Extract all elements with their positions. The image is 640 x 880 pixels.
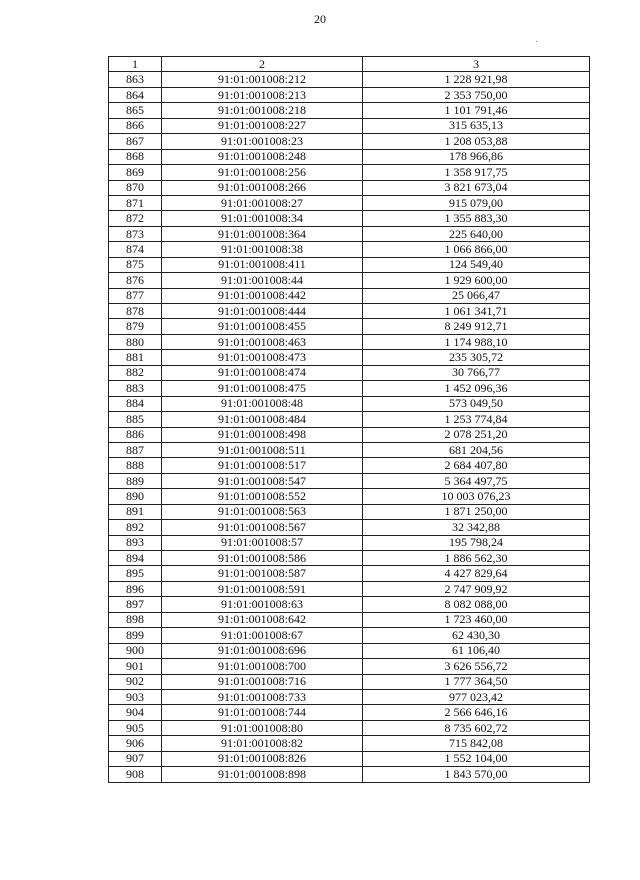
value-cell: 8 735 602,72 [363, 720, 590, 735]
cadastral-number-cell: 91:01:001008:475 [162, 381, 363, 396]
column-header-3: 3 [363, 57, 590, 72]
value-cell: 1 777 364,50 [363, 674, 590, 689]
column-header-2: 2 [162, 57, 363, 72]
value-cell: 1 253 774,84 [363, 412, 590, 427]
value-cell: 915 079,00 [363, 195, 590, 210]
row-number-cell: 880 [109, 334, 162, 349]
cadastral-number-cell: 91:01:001008:463 [162, 334, 363, 349]
scan-speck [536, 41, 537, 42]
cadastral-number-cell: 91:01:001008:547 [162, 473, 363, 488]
cadastral-number-cell: 91:01:001008:23 [162, 134, 363, 149]
cadastral-number-cell: 91:01:001008:696 [162, 643, 363, 658]
row-number-cell: 874 [109, 242, 162, 257]
row-number-cell: 908 [109, 767, 162, 782]
table-row [109, 149, 590, 164]
cadastral-number-cell: 91:01:001008:442 [162, 288, 363, 303]
value-cell: 25 066,47 [363, 288, 590, 303]
row-number-cell: 888 [109, 458, 162, 473]
table-header-row [109, 57, 590, 72]
table-row [109, 412, 590, 427]
table-row [109, 365, 590, 380]
table-row [109, 612, 590, 627]
value-cell: 1 061 341,71 [363, 304, 590, 319]
row-number-cell: 884 [109, 396, 162, 411]
cadastral-number-cell: 91:01:001008:700 [162, 659, 363, 674]
row-number-cell: 875 [109, 257, 162, 272]
cadastral-number-cell: 91:01:001008:63 [162, 597, 363, 612]
row-number-cell: 907 [109, 751, 162, 766]
table-row [109, 427, 590, 442]
table-row [109, 195, 590, 210]
row-number-cell: 881 [109, 350, 162, 365]
table-row [109, 396, 590, 411]
row-number-cell: 885 [109, 412, 162, 427]
row-number-cell: 904 [109, 705, 162, 720]
cadastral-number-cell: 91:01:001008:38 [162, 242, 363, 257]
table-row [109, 334, 590, 349]
value-cell: 4 427 829,64 [363, 566, 590, 581]
value-cell: 10 003 076,23 [363, 489, 590, 504]
cadastral-number-cell: 91:01:001008:34 [162, 211, 363, 226]
value-cell: 2 747 909,92 [363, 581, 590, 596]
row-number-cell: 895 [109, 566, 162, 581]
value-cell: 1 723 460,00 [363, 612, 590, 627]
value-cell: 30 766,77 [363, 365, 590, 380]
value-cell: 1 355 883,30 [363, 211, 590, 226]
row-number-cell: 893 [109, 535, 162, 550]
table-body [109, 72, 590, 782]
value-cell: 573 049,50 [363, 396, 590, 411]
value-cell: 315 635,13 [363, 118, 590, 133]
row-number-cell: 868 [109, 149, 162, 164]
table-row [109, 597, 590, 612]
table-row [109, 87, 590, 102]
table-row [109, 273, 590, 288]
table-row [109, 242, 590, 257]
value-cell: 1 452 096,36 [363, 381, 590, 396]
row-number-cell: 879 [109, 319, 162, 334]
row-number-cell: 876 [109, 273, 162, 288]
table-row [109, 489, 590, 504]
row-number-cell: 870 [109, 180, 162, 195]
value-cell: 1 929 600,00 [363, 273, 590, 288]
cadastral-number-cell: 91:01:001008:227 [162, 118, 363, 133]
value-cell: 195 798,24 [363, 535, 590, 550]
cadastral-value-table [108, 56, 590, 783]
row-number-cell: 878 [109, 304, 162, 319]
row-number-cell: 866 [109, 118, 162, 133]
row-number-cell: 906 [109, 736, 162, 751]
table-row [109, 535, 590, 550]
table-row [109, 674, 590, 689]
table-row [109, 134, 590, 149]
value-cell: 5 364 497,75 [363, 473, 590, 488]
cadastral-number-cell: 91:01:001008:563 [162, 504, 363, 519]
table-row [109, 211, 590, 226]
value-cell: 32 342,88 [363, 520, 590, 535]
value-cell: 1 552 104,00 [363, 751, 590, 766]
row-number-cell: 902 [109, 674, 162, 689]
cadastral-number-cell: 91:01:001008:48 [162, 396, 363, 411]
value-cell: 715 842,08 [363, 736, 590, 751]
column-header-1: 1 [109, 57, 162, 72]
row-number-cell: 890 [109, 489, 162, 504]
cadastral-number-cell: 91:01:001008:552 [162, 489, 363, 504]
table-row [109, 504, 590, 519]
value-cell: 8 082 088,00 [363, 597, 590, 612]
cadastral-number-cell: 91:01:001008:57 [162, 535, 363, 550]
table-row [109, 442, 590, 457]
table-row [109, 381, 590, 396]
cadastral-number-cell: 91:01:001008:567 [162, 520, 363, 535]
value-cell: 2 353 750,00 [363, 87, 590, 102]
table-row [109, 103, 590, 118]
value-cell: 1 228 921,98 [363, 72, 590, 87]
table-row [109, 551, 590, 566]
row-number-cell: 877 [109, 288, 162, 303]
value-cell: 124 549,40 [363, 257, 590, 272]
table-row [109, 720, 590, 735]
row-number-cell: 867 [109, 134, 162, 149]
table-row [109, 473, 590, 488]
table-row [109, 659, 590, 674]
row-number-cell: 872 [109, 211, 162, 226]
row-number-cell: 900 [109, 643, 162, 658]
cadastral-number-cell: 91:01:001008:498 [162, 427, 363, 442]
table-row [109, 520, 590, 535]
row-number-cell: 883 [109, 381, 162, 396]
table-row [109, 257, 590, 272]
value-cell: 3 626 556,72 [363, 659, 590, 674]
value-cell: 61 106,40 [363, 643, 590, 658]
row-number-cell: 891 [109, 504, 162, 519]
value-cell: 1 174 988,10 [363, 334, 590, 349]
cadastral-number-cell: 91:01:001008:218 [162, 103, 363, 118]
value-cell: 1 358 917,75 [363, 165, 590, 180]
cadastral-number-cell: 91:01:001008:44 [162, 273, 363, 288]
cadastral-number-cell: 91:01:001008:473 [162, 350, 363, 365]
row-number-cell: 901 [109, 659, 162, 674]
cadastral-number-cell: 91:01:001008:587 [162, 566, 363, 581]
cadastral-number-cell: 91:01:001008:27 [162, 195, 363, 210]
row-number-cell: 905 [109, 720, 162, 735]
table-row [109, 767, 590, 782]
row-number-cell: 894 [109, 551, 162, 566]
table-header [109, 57, 590, 72]
value-cell: 1 101 791,46 [363, 103, 590, 118]
value-cell: 62 430,30 [363, 628, 590, 643]
table-row [109, 751, 590, 766]
value-cell: 1 066 866,00 [363, 242, 590, 257]
row-number-cell: 871 [109, 195, 162, 210]
table-row [109, 72, 590, 87]
value-cell: 1 208 053,88 [363, 134, 590, 149]
value-cell: 1 843 570,00 [363, 767, 590, 782]
table-row [109, 705, 590, 720]
value-cell: 1 886 562,30 [363, 551, 590, 566]
value-cell: 977 023,42 [363, 689, 590, 704]
table-row [109, 581, 590, 596]
cadastral-number-cell: 91:01:001008:484 [162, 412, 363, 427]
table-row [109, 628, 590, 643]
table-row [109, 226, 590, 241]
row-number-cell: 882 [109, 365, 162, 380]
row-number-cell: 889 [109, 473, 162, 488]
row-number-cell: 865 [109, 103, 162, 118]
cadastral-number-cell: 91:01:001008:364 [162, 226, 363, 241]
cadastral-number-cell: 91:01:001008:517 [162, 458, 363, 473]
value-cell: 3 821 673,04 [363, 180, 590, 195]
cadastral-number-cell: 91:01:001008:586 [162, 551, 363, 566]
value-cell: 178 966,86 [363, 149, 590, 164]
row-number-cell: 897 [109, 597, 162, 612]
row-number-cell: 898 [109, 612, 162, 627]
cadastral-number-cell: 91:01:001008:733 [162, 689, 363, 704]
cadastral-number-cell: 91:01:001008:898 [162, 767, 363, 782]
cadastral-number-cell: 91:01:001008:826 [162, 751, 363, 766]
value-cell: 1 871 250,00 [363, 504, 590, 519]
page-number: 20 [314, 12, 326, 26]
value-cell: 2 566 646,16 [363, 705, 590, 720]
cadastral-number-cell: 91:01:001008:213 [162, 87, 363, 102]
cadastral-number-cell: 91:01:001008:82 [162, 736, 363, 751]
row-number-cell: 873 [109, 226, 162, 241]
table-row [109, 458, 590, 473]
table-row [109, 180, 590, 195]
value-cell: 2 684 407,80 [363, 458, 590, 473]
cadastral-number-cell: 91:01:001008:67 [162, 628, 363, 643]
table-row [109, 566, 590, 581]
cadastral-number-cell: 91:01:001008:444 [162, 304, 363, 319]
value-cell: 681 204,56 [363, 442, 590, 457]
row-number-cell: 886 [109, 427, 162, 442]
cadastral-number-cell: 91:01:001008:511 [162, 442, 363, 457]
cadastral-number-cell: 91:01:001008:212 [162, 72, 363, 87]
cadastral-number-cell: 91:01:001008:256 [162, 165, 363, 180]
row-number-cell: 899 [109, 628, 162, 643]
row-number-cell: 869 [109, 165, 162, 180]
cadastral-number-cell: 91:01:001008:411 [162, 257, 363, 272]
row-number-cell: 892 [109, 520, 162, 535]
row-number-cell: 903 [109, 689, 162, 704]
value-cell: 235 305,72 [363, 350, 590, 365]
cadastral-number-cell: 91:01:001008:455 [162, 319, 363, 334]
table-row [109, 643, 590, 658]
row-number-cell: 887 [109, 442, 162, 457]
value-cell: 8 249 912,71 [363, 319, 590, 334]
table-row [109, 350, 590, 365]
value-cell: 2 078 251,20 [363, 427, 590, 442]
table-row [109, 118, 590, 133]
row-number-cell: 864 [109, 87, 162, 102]
table-row [109, 689, 590, 704]
row-number-cell: 863 [109, 72, 162, 87]
table-row [109, 319, 590, 334]
table-row [109, 288, 590, 303]
cadastral-number-cell: 91:01:001008:266 [162, 180, 363, 195]
cadastral-number-cell: 91:01:001008:474 [162, 365, 363, 380]
cadastral-number-cell: 91:01:001008:716 [162, 674, 363, 689]
cadastral-number-cell: 91:01:001008:642 [162, 612, 363, 627]
value-cell: 225 640,00 [363, 226, 590, 241]
table-row [109, 304, 590, 319]
cadastral-number-cell: 91:01:001008:591 [162, 581, 363, 596]
table-row [109, 736, 590, 751]
cadastral-number-cell: 91:01:001008:80 [162, 720, 363, 735]
table-row [109, 165, 590, 180]
row-number-cell: 896 [109, 581, 162, 596]
cadastral-number-cell: 91:01:001008:248 [162, 149, 363, 164]
cadastral-number-cell: 91:01:001008:744 [162, 705, 363, 720]
